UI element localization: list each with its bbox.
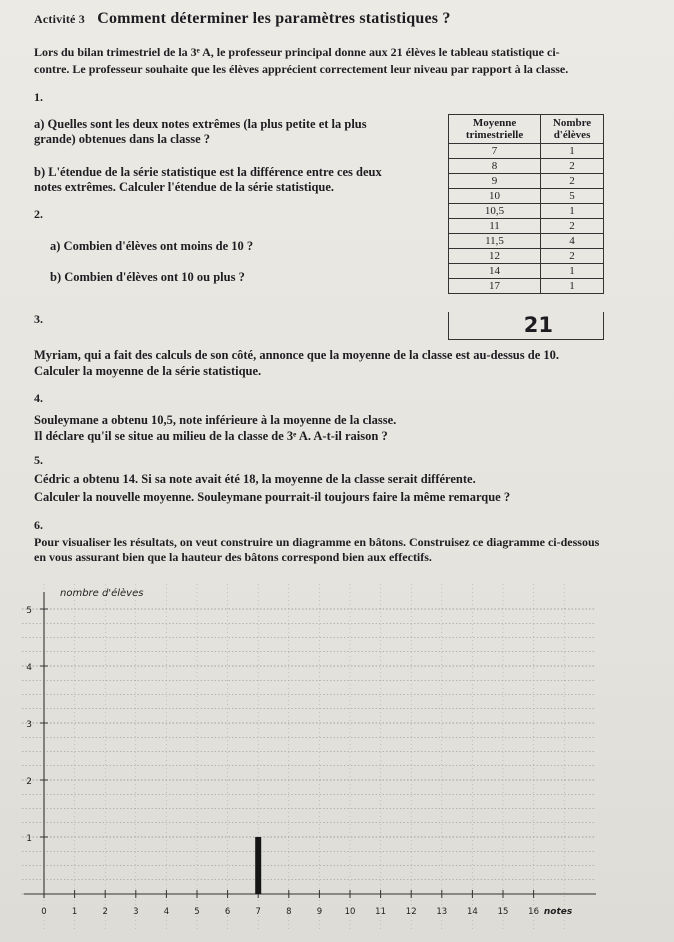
x-tick-label: 9 — [316, 907, 323, 917]
bar-chart — [0, 578, 674, 942]
table-row — [449, 234, 604, 249]
x-tick-label: 6 — [224, 907, 231, 917]
cell-moyenne: 11 — [449, 219, 541, 234]
cell-nombre: 2 — [541, 249, 604, 264]
bar-note-7 — [255, 837, 261, 894]
cell-moyenne: 10,5 — [449, 204, 541, 219]
activity-title — [34, 10, 451, 28]
table-row — [449, 174, 604, 189]
question-6-line-2: en vous assurant bien que la hauteur des bâtons correspond bien aux effectifs. — [34, 550, 432, 564]
header-moyenne-line-2: trimestrielle — [465, 129, 524, 141]
x-axis-label: notes — [543, 907, 573, 917]
intro-line-1: Lors du bilan trimestriel de la 3ᵉ A, le professeur principal donne aux 21 élèves le tableau statistique ci- — [34, 45, 560, 59]
cell-nombre: 2 — [541, 219, 604, 234]
question-2-number: 2. — [34, 207, 43, 221]
handwritten-total: 21 — [448, 312, 604, 340]
x-tick-label: 7 — [255, 907, 261, 917]
table-row — [449, 204, 604, 219]
x-tick-label: 4 — [163, 907, 170, 917]
y-tick-label: 2 — [26, 777, 32, 787]
question-4-number: 4. — [34, 391, 43, 405]
question-1b-line-2: notes extrêmes. Calculer l'étendue de la série statistique. — [34, 180, 335, 194]
cell-nombre: 1 — [541, 279, 604, 294]
x-tick-label: 12 — [405, 907, 417, 917]
question-2b: b) Combien d'élèves ont 10 ou plus ? — [50, 270, 245, 284]
header-nombre-line-1: Nombre — [552, 117, 592, 129]
table-header-row — [449, 115, 604, 144]
header-nombre-line-2: d'élèves — [553, 129, 591, 141]
cell-moyenne: 10 — [449, 189, 541, 204]
cell-nombre: 1 — [541, 264, 604, 279]
question-1a-line-2: grande) obtenues dans la classe ? — [34, 132, 211, 146]
y-tick-label: 1 — [26, 834, 32, 844]
x-tick-label: 1 — [71, 907, 78, 917]
x-tick-label: 14 — [466, 907, 478, 917]
question-4-line-2: Il déclare qu'il se situe au milieu de la classe de 3ᵉ A. A-t-il raison ? — [34, 429, 388, 443]
cell-nombre: 5 — [541, 189, 604, 204]
activity-heading: Comment déterminer les paramètres statistiques ? — [97, 10, 451, 27]
cell-moyenne: 9 — [449, 174, 541, 189]
x-tick-label: 16 — [528, 907, 540, 917]
statistics-table — [448, 114, 604, 294]
cell-nombre: 2 — [541, 159, 604, 174]
header-nombre — [541, 115, 604, 144]
table-row — [449, 264, 604, 279]
cell-moyenne: 8 — [449, 159, 541, 174]
question-1b-line-1: b) L'étendue de la série statistique est la différence entre ces deux — [34, 165, 382, 179]
x-tick-label: 13 — [436, 907, 448, 917]
cell-nombre: 1 — [541, 144, 604, 159]
question-1-number: 1. — [34, 90, 43, 104]
question-1a-line-1: a) Quelles sont les deux notes extrêmes (la plus petite et la plus — [34, 117, 367, 131]
cell-nombre: 2 — [541, 174, 604, 189]
table-row — [449, 144, 604, 159]
x-tick-label: 15 — [497, 907, 509, 917]
table-row — [449, 159, 604, 174]
question-5-number: 5. — [34, 453, 43, 467]
cell-moyenne: 17 — [449, 279, 541, 294]
activity-number: Activité 3 — [34, 12, 85, 26]
table-row — [449, 279, 604, 294]
x-tick-label: 8 — [286, 907, 292, 917]
y-tick-label: 3 — [26, 720, 32, 730]
table-row — [449, 189, 604, 204]
question-3-line-1: Myriam, qui a fait des calculs de son côté, annonce que la moyenne de la classe est au-dessus de 10. — [34, 348, 559, 362]
x-tick-label: 3 — [133, 907, 139, 917]
table-row — [449, 219, 604, 234]
header-moyenne — [449, 115, 541, 144]
question-3-line-2: Calculer la moyenne de la série statistique. — [34, 364, 262, 378]
question-5-line-2: Calculer la nouvelle moyenne. Souleymane pourrait-il toujours faire la même remarque ? — [34, 490, 511, 504]
question-6-number: 6. — [34, 518, 43, 532]
question-5-line-1: Cédric a obtenu 14. Si sa note avait été 18, la moyenne de la classe serait différente. — [34, 472, 476, 486]
header-moyenne-line-1: Moyenne — [472, 117, 517, 129]
cell-moyenne: 14 — [449, 264, 541, 279]
question-2a: a) Combien d'élèves ont moins de 10 ? — [50, 239, 254, 253]
cell-nombre: 4 — [541, 234, 604, 249]
cell-moyenne: 11,5 — [449, 234, 541, 249]
question-3-number: 3. — [34, 312, 43, 326]
x-tick-label: 0 — [41, 907, 47, 917]
table-row — [449, 249, 604, 264]
intro-line-2: contre. Le professeur souhaite que les élèves apprécient correctement leur niveau par rapport à la classe. — [34, 62, 569, 76]
cell-moyenne: 12 — [449, 249, 541, 264]
question-6-line-1: Pour visualiser les résultats, on veut construire un diagramme en bâtons. Construisez ce diagramme ci-dessous — [34, 535, 600, 549]
cell-moyenne: 7 — [449, 144, 541, 159]
x-tick-label: 5 — [194, 907, 200, 917]
x-tick-label: 2 — [102, 907, 108, 917]
question-4-line-1: Souleymane a obtenu 10,5, note inférieure à la moyenne de la classe. — [34, 413, 397, 427]
intro-paragraph — [34, 44, 568, 77]
y-axis-label: nombre d'élèves — [60, 588, 144, 599]
y-tick-label: 4 — [26, 663, 32, 673]
cell-nombre: 1 — [541, 204, 604, 219]
x-tick-label: 10 — [344, 907, 356, 917]
x-tick-label: 11 — [375, 907, 387, 917]
y-tick-label: 5 — [26, 606, 32, 616]
